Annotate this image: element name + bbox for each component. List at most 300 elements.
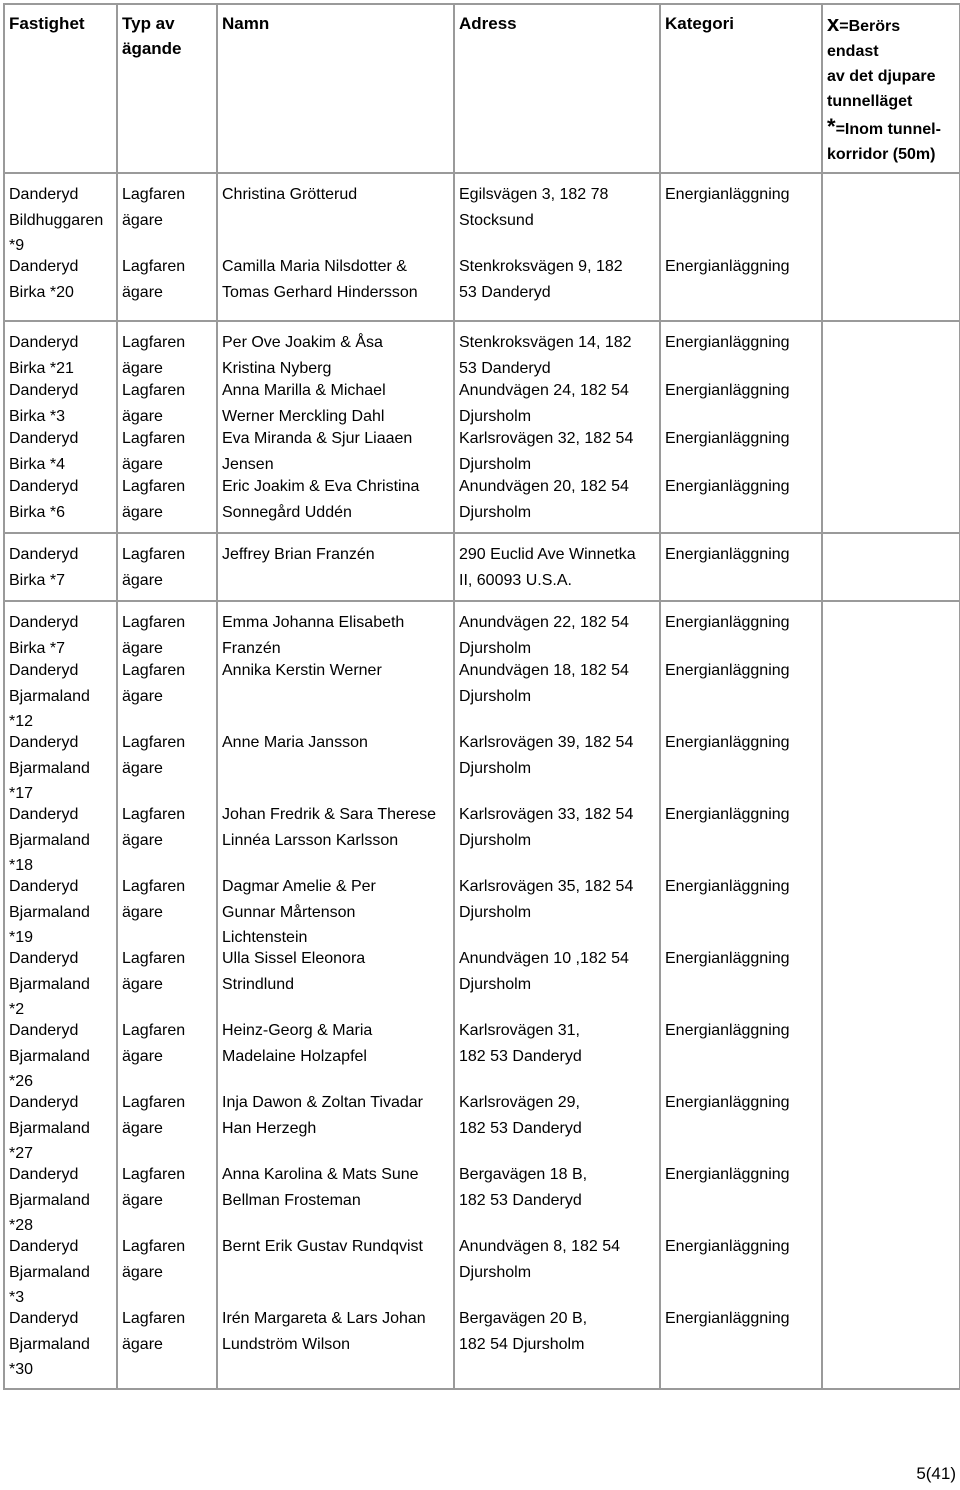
cell-line: Lagfaren	[122, 430, 186, 447]
cell-line: Energianläggning	[665, 258, 790, 275]
entry-typ	[118, 474, 216, 522]
cell-line: Bernt Erik Gustav Rundqvist	[222, 1238, 423, 1255]
cell-line: Lagfaren	[122, 334, 186, 351]
table-row	[4, 173, 960, 321]
cell-line: Lagfaren	[122, 878, 186, 895]
header-kategori: Kategori	[660, 4, 822, 173]
entry-kategori	[661, 802, 821, 874]
entry-kategori	[661, 1234, 821, 1306]
cell-line: *2	[9, 1001, 25, 1018]
entry-kategori	[661, 874, 821, 946]
entry-kategori	[661, 330, 821, 378]
entry-adress	[455, 1018, 659, 1090]
cell-line: Danderyd	[9, 734, 79, 751]
cell-line: ägare	[122, 975, 163, 993]
cell-line: Danderyd	[9, 614, 79, 631]
cell-line: Lagfaren	[122, 1022, 186, 1039]
cell-line: Jeffrey Brian Franzén	[222, 546, 375, 563]
cell-line: 290 Euclid Ave Winnetka	[459, 546, 636, 563]
cell-line: Werner Merckling Dahl	[222, 407, 385, 425]
cell-line: ägare	[122, 1047, 163, 1065]
cell-line: Energianläggning	[665, 950, 790, 967]
cell-line: Lagfaren	[122, 1238, 186, 1255]
cell-line: Danderyd	[9, 878, 79, 895]
header-legend: x=Berörs endast av det djupare tunnelläget *=Inom tunnel- korridor (50m)	[822, 4, 960, 173]
entry-typ	[118, 330, 216, 378]
cell-adress	[454, 601, 660, 1389]
entry-kategori	[661, 730, 821, 802]
entry-typ	[118, 1018, 216, 1090]
entry-adress	[455, 1234, 659, 1306]
cell-line: Bjarmaland	[9, 1119, 90, 1137]
entry-typ	[118, 182, 216, 254]
entry-typ	[118, 378, 216, 426]
entry-kategori	[661, 254, 821, 310]
entry-adress	[455, 378, 659, 426]
cell-line: Lagfaren	[122, 614, 186, 631]
cell-line: Lagfaren	[122, 546, 186, 563]
cell-line: Energianläggning	[665, 1310, 790, 1327]
entry-adress	[455, 946, 659, 1018]
cell-line: Anundvägen 18, 182 54	[459, 662, 629, 679]
cell-line: Energianläggning	[665, 334, 790, 351]
cell-line: Djursholm	[459, 455, 532, 473]
cell-line: Energianläggning	[665, 430, 790, 447]
entry-adress	[455, 330, 659, 378]
cell-line: Djursholm	[459, 639, 532, 657]
entry-adress	[455, 1306, 659, 1378]
cell-line: Anna Karolina & Mats Sune	[222, 1166, 419, 1183]
cell-line: 182 54 Djursholm	[459, 1335, 585, 1353]
header-namn: Namn	[217, 4, 454, 173]
cell-line: Bjarmaland	[9, 1263, 90, 1281]
entry-kategori	[661, 1018, 821, 1090]
cell-line: Energianläggning	[665, 614, 790, 631]
cell-line: Anundvägen 22, 182 54	[459, 614, 629, 631]
cell-line: Danderyd	[9, 334, 79, 351]
cell-line: ägare	[122, 1263, 163, 1281]
cell-kategori	[660, 173, 822, 321]
entry-namn	[218, 1018, 453, 1090]
cell-line: Energianläggning	[665, 382, 790, 399]
entry-adress	[455, 182, 659, 254]
cell-line: Lagfaren	[122, 662, 186, 679]
cell-line: Energianläggning	[665, 546, 790, 563]
entry-namn	[218, 330, 453, 378]
cell-line: Bjarmaland	[9, 1191, 90, 1209]
cell-line: Kristina Nyberg	[222, 359, 332, 377]
cell-line: Danderyd	[9, 478, 79, 495]
cell-line: *26	[9, 1073, 34, 1090]
entry-typ	[118, 802, 216, 874]
cell-line: Bjarmaland	[9, 1047, 90, 1065]
cell-line: Madelaine Holzapfel	[222, 1047, 367, 1065]
cell-line: Danderyd	[9, 806, 79, 823]
cell-line: Lagfaren	[122, 186, 186, 203]
cell-line: 53 Danderyd	[459, 359, 551, 377]
entry-fastighet	[5, 946, 116, 1018]
cell-line: *3	[9, 1289, 25, 1306]
cell-namn	[217, 601, 454, 1389]
cell-line: Bjarmaland	[9, 759, 90, 777]
cell-line: *17	[9, 785, 34, 802]
cell-line: Djursholm	[459, 831, 532, 849]
entry-adress	[455, 254, 659, 310]
header-typ-av-agande: Typ av ägande	[117, 4, 217, 173]
cell-line: Lagfaren	[122, 950, 186, 967]
cell-line: ägare	[122, 571, 163, 589]
cell-line: Danderyd	[9, 950, 79, 967]
entry-fastighet	[5, 802, 116, 874]
entry-typ	[118, 730, 216, 802]
cell-line: Energianläggning	[665, 1238, 790, 1255]
cell-fastighet	[4, 321, 117, 533]
entry-typ	[118, 874, 216, 946]
cell-line: Birka *4	[9, 455, 66, 473]
cell-line: ägare	[122, 1119, 163, 1137]
cell-legend-empty	[822, 173, 960, 321]
cell-line: Egilsvägen 3, 182 78	[459, 186, 609, 203]
cell-line: ägare	[122, 687, 163, 705]
cell-line: Bildhuggaren	[9, 211, 104, 229]
entry-fastighet	[5, 254, 116, 310]
cell-line: Stocksund	[459, 211, 534, 229]
entry-kategori	[661, 474, 821, 522]
entry-namn	[218, 254, 453, 310]
entry-kategori	[661, 182, 821, 254]
entry-fastighet	[5, 658, 116, 730]
cell-line: Tomas Gerhard Hindersson	[222, 283, 418, 301]
entry-kategori	[661, 1306, 821, 1378]
cell-line: ägare	[122, 639, 163, 657]
cell-line: Karlsrovägen 39, 182 54	[459, 734, 634, 751]
header-adress: Adress	[454, 4, 660, 173]
cell-line: ägare	[122, 283, 163, 301]
page-number: 5(41)	[916, 1464, 956, 1483]
cell-namn	[217, 173, 454, 321]
cell-line: ägare	[122, 359, 163, 377]
cell-kategori	[660, 533, 822, 601]
cell-adress	[454, 533, 660, 601]
cell-line: Bergavägen 20 B,	[459, 1310, 588, 1327]
cell-line: Anundvägen 10 ,182 54	[459, 950, 629, 967]
property-owner-table	[3, 3, 960, 1390]
cell-line: Anundvägen 24, 182 54	[459, 382, 629, 399]
entry-adress	[455, 474, 659, 522]
cell-line: 182 53 Danderyd	[459, 1119, 582, 1137]
cell-line: Lundström Wilson	[222, 1335, 351, 1353]
cell-line: 182 53 Danderyd	[459, 1191, 582, 1209]
cell-line: Danderyd	[9, 1310, 79, 1327]
cell-line: Danderyd	[9, 258, 79, 275]
cell-line: Djursholm	[459, 975, 532, 993]
cell-line: ägare	[122, 503, 163, 521]
entry-typ	[118, 610, 216, 658]
cell-line: Energianläggning	[665, 662, 790, 679]
cell-line: Stenkroksvägen 14, 182	[459, 334, 632, 351]
cell-line: Heinz-Georg & Maria	[222, 1022, 373, 1039]
entry-fastighet	[5, 378, 116, 426]
cell-line: Djursholm	[459, 1263, 532, 1281]
cell-line: Birka *7	[9, 639, 66, 657]
entry-adress	[455, 874, 659, 946]
entry-namn	[218, 378, 453, 426]
cell-line: ägare	[122, 407, 163, 425]
cell-line: Emma Johanna Elisabeth	[222, 614, 405, 631]
entry-adress	[455, 1162, 659, 1234]
entry-fastighet	[5, 542, 116, 590]
cell-typ	[117, 601, 217, 1389]
cell-line: Ulla Sissel Eleonora	[222, 950, 366, 967]
cell-legend-empty	[822, 601, 960, 1389]
cell-line: *9	[9, 237, 25, 254]
entry-namn	[218, 730, 453, 802]
cell-line: Gunnar Mårtenson	[222, 903, 356, 921]
entry-typ	[118, 1090, 216, 1162]
entry-adress	[455, 426, 659, 474]
entry-namn	[218, 658, 453, 730]
cell-line: Bjarmaland	[9, 975, 90, 993]
cell-line: Johan Fredrik & Sara Therese	[222, 806, 437, 823]
entry-namn	[218, 1234, 453, 1306]
cell-line: ägare	[122, 759, 163, 777]
cell-line: Danderyd	[9, 1094, 79, 1111]
cell-line: Karlsrovägen 29,	[459, 1094, 580, 1111]
cell-line: Djursholm	[459, 407, 532, 425]
cell-line: ägare	[122, 211, 163, 229]
cell-line: *30	[9, 1361, 34, 1378]
entry-namn	[218, 474, 453, 522]
cell-line: II, 60093 U.S.A.	[459, 571, 572, 589]
cell-line: Strindlund	[222, 975, 295, 993]
cell-typ	[117, 533, 217, 601]
cell-line: Energianläggning	[665, 1094, 790, 1111]
cell-adress	[454, 321, 660, 533]
table-row	[4, 533, 960, 601]
cell-line: *28	[9, 1217, 34, 1234]
cell-legend-empty	[822, 321, 960, 533]
entry-typ	[118, 254, 216, 310]
table-header-row	[4, 4, 960, 173]
entry-kategori	[661, 378, 821, 426]
cell-line: Han Herzegh	[222, 1119, 317, 1137]
table-row	[4, 601, 960, 1389]
cell-line: *19	[9, 929, 34, 946]
cell-line: Danderyd	[9, 382, 79, 399]
entry-kategori	[661, 1090, 821, 1162]
cell-line: Danderyd	[9, 186, 79, 203]
cell-kategori	[660, 321, 822, 533]
cell-line: Stenkroksvägen 9, 182	[459, 258, 623, 275]
cell-line: Bergavägen 18 B,	[459, 1166, 588, 1183]
cell-typ	[117, 321, 217, 533]
cell-line: ägare	[122, 903, 163, 921]
entry-fastighet	[5, 730, 116, 802]
table-body	[4, 173, 960, 1389]
cell-line: Djursholm	[459, 903, 532, 921]
cell-line: Eric Joakim & Eva Christina	[222, 478, 420, 495]
entry-typ	[118, 542, 216, 590]
entry-kategori	[661, 1162, 821, 1234]
cell-line: Anundvägen 8, 182 54	[459, 1238, 621, 1255]
entry-namn	[218, 946, 453, 1018]
entry-namn	[218, 1162, 453, 1234]
cell-namn	[217, 321, 454, 533]
cell-line: Camilla Maria Nilsdotter &	[222, 258, 407, 275]
entry-adress	[455, 1090, 659, 1162]
entry-kategori	[661, 426, 821, 474]
cell-line: Jensen	[222, 455, 274, 473]
cell-line: Danderyd	[9, 546, 79, 563]
entry-namn	[218, 542, 453, 590]
cell-line: Karlsrovägen 32, 182 54	[459, 430, 634, 447]
entry-kategori	[661, 946, 821, 1018]
cell-line: Lagfaren	[122, 478, 186, 495]
cell-line: Franzén	[222, 639, 281, 657]
entry-namn	[218, 1090, 453, 1162]
cell-line: Birka *6	[9, 503, 66, 521]
cell-line: 182 53 Danderyd	[459, 1047, 582, 1065]
cell-line: Eva Miranda & Sjur Liaaen	[222, 430, 413, 447]
cell-line: Danderyd	[9, 1238, 79, 1255]
cell-fastighet	[4, 173, 117, 321]
cell-line: Karlsrovägen 33, 182 54	[459, 806, 634, 823]
cell-line: Inja Dawon & Zoltan Tivadar	[222, 1094, 423, 1111]
cell-line: Danderyd	[9, 1022, 79, 1039]
cell-line: Djursholm	[459, 503, 532, 521]
cell-line: Energianläggning	[665, 478, 790, 495]
entry-typ	[118, 426, 216, 474]
cell-line: Djursholm	[459, 687, 532, 705]
cell-line: Bjarmaland	[9, 831, 90, 849]
cell-line: Danderyd	[9, 1166, 79, 1183]
entry-fastighet	[5, 474, 116, 522]
cell-line: Energianläggning	[665, 878, 790, 895]
cell-line: Bellman Frosteman	[222, 1191, 361, 1209]
cell-line: Karlsrovägen 31,	[459, 1022, 580, 1039]
cell-line: Lichtenstein	[222, 929, 308, 946]
cell-line: Karlsrovägen 35, 182 54	[459, 878, 634, 895]
entry-typ	[118, 658, 216, 730]
cell-line: Christina Grötterud	[222, 186, 358, 203]
cell-line: Sonnegård Uddén	[222, 503, 352, 521]
cell-line: Danderyd	[9, 430, 79, 447]
entry-fastighet	[5, 1306, 116, 1378]
cell-line: Bjarmaland	[9, 903, 90, 921]
entry-fastighet	[5, 1090, 116, 1162]
cell-line: Energianläggning	[665, 806, 790, 823]
cell-fastighet	[4, 601, 117, 1389]
cell-line: Lagfaren	[122, 1094, 186, 1111]
cell-line: Djursholm	[459, 759, 532, 777]
cell-line: Linnéa Larsson Karlsson	[222, 831, 399, 849]
entry-adress	[455, 730, 659, 802]
cell-line: Anna Marilla & Michael	[222, 382, 386, 399]
cell-line: Birka *21	[9, 359, 74, 377]
entry-typ	[118, 946, 216, 1018]
entry-fastighet	[5, 610, 116, 658]
cell-line: Bjarmaland	[9, 1335, 90, 1353]
cell-line: ägare	[122, 1335, 163, 1353]
table-row	[4, 321, 960, 533]
cell-line: Irén Margareta & Lars Johan	[222, 1310, 426, 1327]
cell-typ	[117, 173, 217, 321]
entry-adress	[455, 802, 659, 874]
cell-line: Energianläggning	[665, 1166, 790, 1183]
entry-fastighet	[5, 1018, 116, 1090]
entry-kategori	[661, 542, 821, 590]
cell-kategori	[660, 601, 822, 1389]
cell-line: Anne Maria Jansson	[222, 734, 368, 751]
entry-typ	[118, 1234, 216, 1306]
entry-fastighet	[5, 330, 116, 378]
entry-namn	[218, 182, 453, 254]
entry-adress	[455, 610, 659, 658]
entry-namn	[218, 874, 453, 946]
entry-kategori	[661, 610, 821, 658]
cell-line: Per Ove Joakim & Åsa	[222, 334, 383, 351]
cell-line: Energianläggning	[665, 186, 790, 203]
cell-line: ägare	[122, 455, 163, 473]
cell-line: Lagfaren	[122, 806, 186, 823]
cell-line: *27	[9, 1145, 34, 1162]
cell-line: Lagfaren	[122, 1310, 186, 1327]
cell-fastighet	[4, 533, 117, 601]
cell-line: ägare	[122, 831, 163, 849]
entry-fastighet	[5, 1162, 116, 1234]
entry-namn	[218, 610, 453, 658]
entry-fastighet	[5, 874, 116, 946]
cell-line: 53 Danderyd	[459, 283, 551, 301]
entry-adress	[455, 658, 659, 730]
cell-line: Bjarmaland	[9, 687, 90, 705]
cell-line: Annika Kerstin Werner	[222, 662, 382, 679]
property-owner-table-sheet	[3, 3, 959, 1390]
entry-fastighet	[5, 426, 116, 474]
legend-x-symbol: x	[827, 11, 840, 36]
cell-line: Birka *3	[9, 407, 66, 425]
cell-line: Birka *20	[9, 283, 74, 301]
entry-namn	[218, 1306, 453, 1378]
cell-legend-empty	[822, 533, 960, 601]
cell-line: Dagmar Amelie & Per	[222, 878, 376, 895]
header-fastighet: Fastighet	[4, 4, 117, 173]
cell-namn	[217, 533, 454, 601]
cell-line: Birka *7	[9, 571, 66, 589]
entry-namn	[218, 426, 453, 474]
entry-adress	[455, 542, 659, 590]
cell-line: Lagfaren	[122, 1166, 186, 1183]
cell-line: Lagfaren	[122, 382, 186, 399]
cell-line: Anundvägen 20, 182 54	[459, 478, 629, 495]
entry-typ	[118, 1306, 216, 1378]
entry-namn	[218, 802, 453, 874]
cell-line: Lagfaren	[122, 734, 186, 751]
cell-line: Danderyd	[9, 662, 79, 679]
entry-fastighet	[5, 1234, 116, 1306]
cell-line: *18	[9, 857, 34, 874]
cell-adress	[454, 173, 660, 321]
cell-line: *12	[9, 713, 34, 730]
entry-fastighet	[5, 182, 116, 254]
entry-kategori	[661, 658, 821, 730]
cell-line: ägare	[122, 1191, 163, 1209]
entry-typ	[118, 1162, 216, 1234]
cell-line: Energianläggning	[665, 1022, 790, 1039]
legend-star-symbol: *	[827, 114, 836, 139]
cell-line: Lagfaren	[122, 258, 186, 275]
cell-line: Energianläggning	[665, 734, 790, 751]
